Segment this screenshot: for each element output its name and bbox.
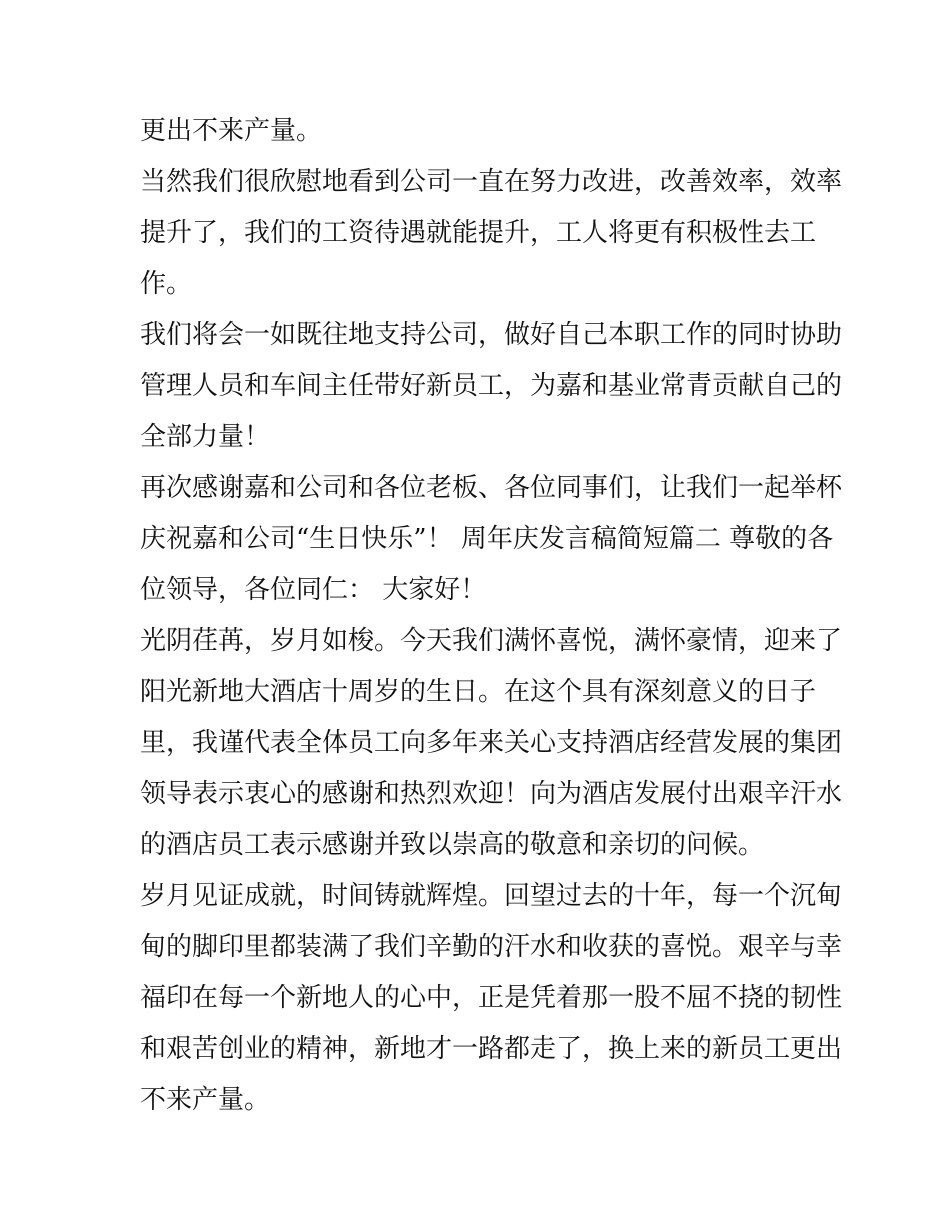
document-body xyxy=(140,106,843,1126)
text-line: 更出不来产量。 xyxy=(140,116,323,146)
text-line: 甸的脚印里都装满了我们辛勤的汗水和收获的喜悦。艰辛与幸 xyxy=(140,932,843,962)
text-line: 作。 xyxy=(140,269,193,299)
text-line: 领导表示衷心的感谢和热烈欢迎！向为酒店发展付出艰辛汗水 xyxy=(140,779,843,809)
text-line: 再次感谢嘉和公司和各位老板、各位同事们，让我们一起举杯 xyxy=(140,473,843,503)
text-line: 福印在每一个新地人的心中，正是凭着那一股不屈不挠的韧性 xyxy=(140,983,843,1013)
text-line: 管理人员和车间主任带好新员工，为嘉和基业常青贡献自己的 xyxy=(140,371,843,401)
text-line: 我们将会一如既往地支持公司，做好自己本职工作的同时协助 xyxy=(140,320,843,350)
text-line: 的酒店员工表示感谢并致以崇高的敬意和亲切的问候。 xyxy=(140,830,765,860)
text-line: 不来产量。 xyxy=(140,1085,271,1115)
text-line: 岁月见证成就，时间铸就辉煌。回望过去的十年，每一个沉甸 xyxy=(140,881,843,911)
text-line: 庆祝嘉和公司“生日快乐”！ 周年庆发言稿简短篇二 尊敬的各 xyxy=(140,524,834,554)
text-line: 位领导，各位同仁： 大家好！ xyxy=(140,575,487,605)
text-line: 当然我们很欣慰地看到公司一直在努力改进，改善效率，效率 xyxy=(140,167,843,197)
text-line: 提升了，我们的工资待遇就能提升，工人将更有积极性去工 xyxy=(140,218,817,248)
text-line: 光阴荏苒，岁月如梭。今天我们满怀喜悦，满怀豪情，迎来了 xyxy=(140,626,843,656)
text-line: 和艰苦创业的精神，新地才一路都走了，换上来的新员工更出 xyxy=(140,1034,843,1064)
text-line: 阳光新地大酒店十周岁的生日。在这个具有深刻意义的日子 xyxy=(140,677,817,707)
text-line: 里，我谨代表全体员工向多年来关心支持酒店经营发展的集团 xyxy=(140,728,843,758)
text-line: 全部力量！ xyxy=(140,422,271,452)
